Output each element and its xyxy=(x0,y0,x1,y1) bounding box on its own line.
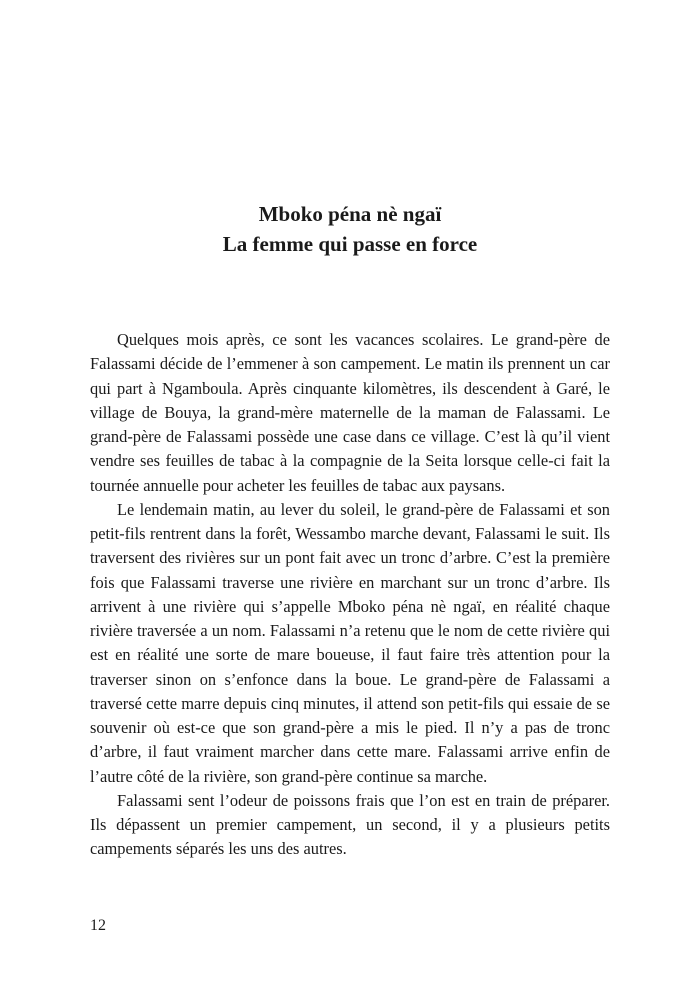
page-number: 12 xyxy=(90,917,106,934)
body-text xyxy=(90,328,610,862)
chapter-title-line-1: Mboko péna nè ngaï xyxy=(258,202,442,226)
chapter-title xyxy=(0,199,700,259)
paragraph-1: Quelques mois après, ce sont les vacances scolaires. Le grand-père de Falassami décide de l’emmener à son campement. Le matin ils prennent un car qui part à Ngamboula. Après cinquante kilomètres, ils descendent à Garé, le village de Bouya, la grand-mère maternelle de la maman de Falassami. Le grand-père de Falassami possède une case dans ce village. C’est là qu’il vient vendre ses feuilles de tabac à la compagnie de la Seita lorsque celle-ci fait la tournée annuelle pour acheter les feuilles de tabac aux paysans. xyxy=(90,330,610,495)
paragraph-3: Falassami sent l’odeur de poissons frais que l’on est en train de préparer. Ils dépassent un premier campement, un second, il y a plusieurs petits campements séparés les uns des autres. xyxy=(90,790,610,859)
chapter-title-line-2: La femme qui passe en force xyxy=(222,232,478,256)
paragraph-2: Le lendemain matin, au lever du soleil, le grand-père de Falassami et son petit-fils rentrent dans la forêt, Wessambo marche devant, Falassami le suit. Ils traversent des rivières sur un pont fait avec un tronc d’arbre. C’est la première fois que Falassami traverse une rivière en marchant sur un tronc d’arbre. Ils arrivent à une rivière qui s’appelle Mboko péna nè ngaï, en réalité chaque rivière traversée a un nom. Falassami n’a retenu que le nom de cette rivière qui est en réalité une sorte de mare boueuse, il faut faire très attention pour la traverser sinon on s’enfonce dans la boue. Le grand-père de Falassami a traversé cette marre depuis cinq minutes, il attend son petit-fils qui essaie de se souvenir où est-ce que son grand-père a mis le pied. Il n’y a pas de tronc d’arbre, il faut vraiment marcher dans cette mare. Falassami arrive enfin de l’autre côté de la rivière, son grand-père continue sa marche. xyxy=(90,499,610,786)
